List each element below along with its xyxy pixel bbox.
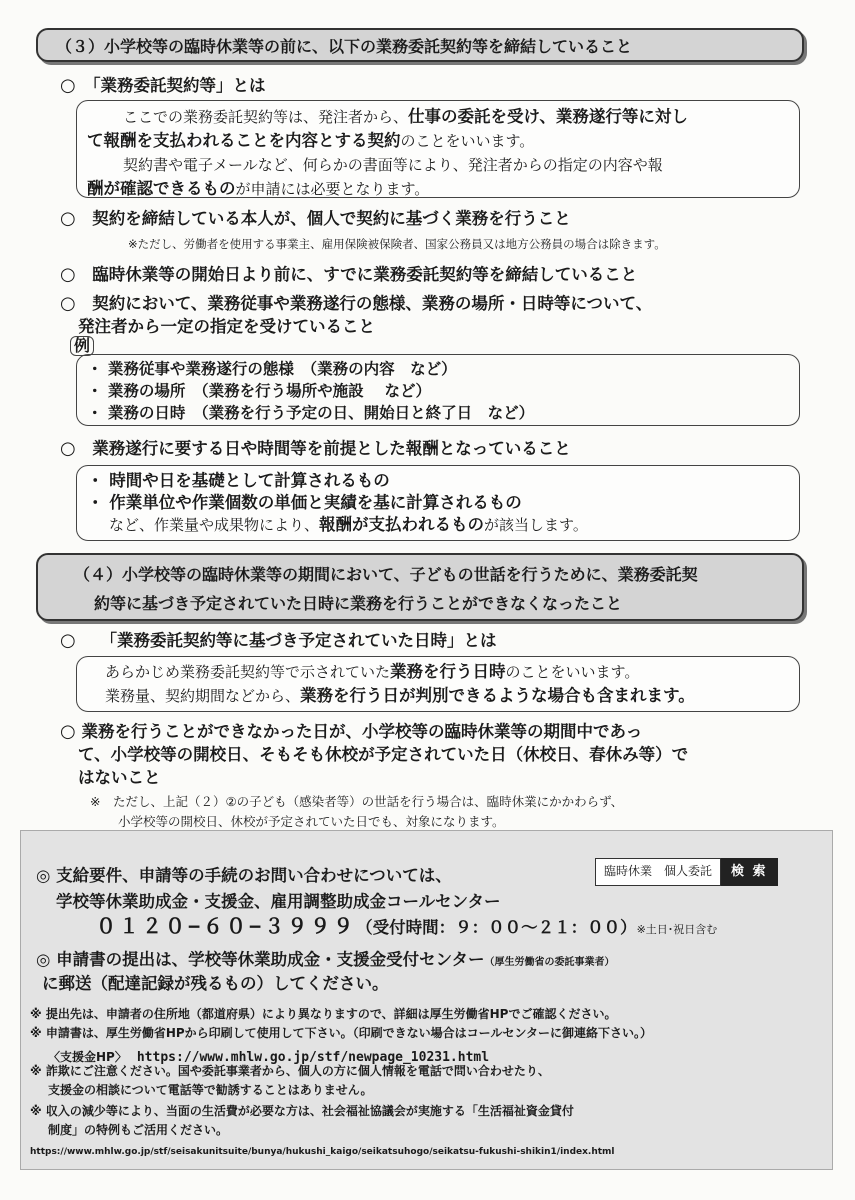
loan-line1: ※ 収入の減少等により、当面の生活費が必要な方は、社会福祉協議会が実施する「生活福祉資金貸付	[30, 1104, 574, 1118]
schedule-line2: 業務量、契約期間などから、業務を行う日が判別できるような場合も含まれます。	[105, 686, 695, 705]
circle-bullet-icon: ○	[60, 75, 76, 96]
loan-url-link[interactable]: https://www.mhlw.go.jp/stf/seisakunitsuite/bunya/hukushi_kaigo/seikatsuhogo/seikatsu-fukushi-shikin1/index.html	[30, 1147, 615, 1157]
example-line: ・ 業務の場所 （業務を行う場所や施設 など）	[87, 382, 432, 400]
reward-line1: ・ 時間や日を基礎として計算されるもの	[87, 471, 390, 490]
fraud-line1: ※ 詐欺にご注意ください。国や委託事業者から、個人の方に個人情報を電話で問い合わせたり、	[30, 1064, 550, 1078]
section4-item2-line2: て、小学校等の開校日、そもそも休校が予定されていた日（休校日、春休み等）で	[78, 745, 689, 764]
circle-bullet-icon: ○	[60, 721, 76, 742]
section4-note-line1: ※ ただし、上記（２）②の子ども（感染者等）の世話を行う場合は、臨時休業にかかわらず、	[90, 794, 624, 809]
section3-item4-line1: ○ 契約において、業務従事や業務遂行の態様、業務の場所・日時等について、	[60, 293, 653, 314]
circle-bullet-icon: ○	[60, 264, 76, 285]
def-line3: 契約書や電子メールなど、何らかの書面等により、発注者からの指定の内容や報	[123, 156, 663, 174]
hp-row: 〈支援金HP〉 https://www.mhlw.go.jp/stf/newpage_10231.html	[48, 1050, 490, 1065]
section4-header-line2: 約等に基づき予定されていた日時に業務を行うことができなくなったこと	[94, 594, 623, 613]
section3-header: （３）小学校等の臨時休業等の前に、以下の業務委託契約等を締結していること	[36, 28, 804, 62]
schedule-definition-box	[76, 656, 800, 712]
reward-line3: など、作業量や成果物により、報酬が支払われるものが該当します。	[109, 515, 588, 534]
search-box[interactable]	[595, 858, 778, 886]
phone-number[interactable]: ０１２０−６０−３９９９	[96, 914, 357, 938]
circle-bullet-icon: ○	[60, 208, 76, 229]
section4-item2-line3: はないこと	[78, 768, 161, 787]
example-line: ・ 業務の日時 （業務を行う予定の日、開始日と終了日 など）	[87, 404, 535, 422]
section4-header	[36, 553, 804, 621]
note-print: ※ 申請書は、厚生労働省HPから印刷して使用して下さい。（印刷できない場合はコールセンターに御連絡下さい。）	[30, 1026, 652, 1040]
circle-bullet-icon: ○	[60, 630, 76, 651]
section3-item4-line2: 発注者から一定の指定を受けていること	[78, 317, 375, 336]
def-line2: て報酬を支払われることを内容とする契約のことをいいます。	[87, 131, 535, 150]
submit-line2: に郵送（配達記録が残るもの）してください。	[42, 974, 389, 993]
search-keywords[interactable]: 臨時休業 個人委託	[595, 858, 721, 886]
call-center-name: 学校等休業助成金・支援金、雇用調整助成金コールセンター	[56, 892, 501, 911]
section4-item2-line1: ○ 業務を行うことができなかった日が、小学校等の臨時休業等の期間中であっ	[60, 721, 643, 742]
fraud-line2: 支援金の相談について電話等で勧誘することはありません。	[48, 1083, 373, 1097]
circle-bullet-icon: ○	[60, 293, 76, 314]
hp-url-link[interactable]: https://www.mhlw.go.jp/stf/newpage_10231.html	[136, 1050, 490, 1065]
example-tag: 例	[70, 336, 94, 356]
section3-item3: ○ 臨時休業等の開始日より前に、すでに業務委託契約等を締結していること	[60, 264, 638, 285]
section3-item5: ○ 業務遂行に要する日や時間等を前提とした報酬となっていること	[60, 438, 571, 459]
section3-item2: ○ 契約を締結している本人が、個人で契約に基づく業務を行うこと	[60, 208, 571, 229]
loan-line2: 制度」の特例もご活用ください。	[48, 1123, 229, 1137]
section4-header-line1: （４）小学校等の臨時休業等の期間において、子どもの世話を行うために、業務委託契	[74, 565, 698, 584]
reward-line2: ・ 作業単位や作業個数の単価と実績を基に計算されるもの	[87, 493, 522, 512]
reward-box	[76, 465, 800, 541]
note-destination: ※ 提出先は、申請者の住所地（都道府県）により異なりますので、詳細は厚生労働省HPでご確認ください。	[30, 1007, 617, 1021]
schedule-line1: あらかじめ業務委託契約等で示されていた業務を行う日時のことをいいます。	[105, 662, 640, 681]
section4-note-line2: 小学校等の開校日、休校が予定されていた日でも、対象になります。	[118, 814, 505, 829]
phone-row: ０１２０−６０−３９９９（受付時間：９：００〜２１：００）※土日･祝日含む	[96, 914, 718, 938]
section4-item1-title: ○ 「業務委託契約等に基づき予定されていた日時」とは	[60, 630, 497, 651]
inquiry-heading: ◎ 支給要件、申請等の手続のお問い合わせについては、	[36, 866, 452, 885]
example-box	[76, 354, 800, 426]
def-line4: 酬が確認できるものが申請には必要となります。	[87, 179, 430, 198]
circle-bullet-icon: ○	[60, 438, 76, 459]
search-button[interactable]: 検 索	[721, 858, 778, 886]
contract-definition-box	[76, 100, 800, 198]
def-line1: ここでの業務委託契約等は、発注者から、仕事の委託を受け、業務遂行等に対し	[123, 107, 688, 126]
example-line: ・ 業務従事や業務遂行の態様 （業務の内容 など）	[87, 360, 457, 378]
submit-line1: ◎ 申請書の提出は、学校等休業助成金・支援金受付センター（厚生労働省の委託事業者）	[36, 950, 615, 969]
section3-item1-title: ○ 「業務委託契約等」とは	[60, 75, 266, 96]
section3-item2-note: ※ただし、労働者を使用する事業主、雇用保険被保険者、国家公務員又は地方公務員の場合は除きます。	[128, 237, 666, 251]
